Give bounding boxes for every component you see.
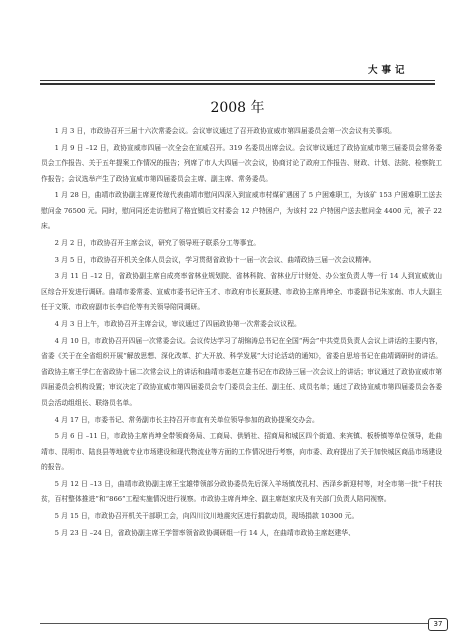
section-header-label: 大事记 (368, 65, 409, 76)
page-number: 37 (428, 618, 448, 631)
page-title: 2008 年 (210, 100, 265, 116)
paragraph: 2 月 2 日，市政协召开主席会议，研究了领导班子联系分工等事宜。 (54, 239, 261, 248)
paragraph: 3 月 5 日，市政协召开机关全体人员会议，学习贯彻省政协十一届一次会议、曲靖政协三届一次会议精神。 (54, 255, 376, 264)
paragraph: 1 月 28 日，曲靖市政协副主席夏传琼代表曲靖市慰问四深入到宣威市村煤矿遇困了 5 户困难职工，为该矿 153 户困难职工送去慰问金 76500 元。同时，慰问同还走访慰问了格宜镇后文村委会 12 户特困户，为该村 22 户特困户送去慰问金 4400 元，被子 22 床。 (41, 191, 442, 231)
paragraph: 5 月 12 日 –13 日，曲靖市政协副主席王宝雄带领部分政协委员先后深入羊场镇茂孔村、西泽乡新迎村等，对全市第一批“千村扶贫，百村整体推进”和“866”工程实施情况进行视察。市政协主席肖坤全、副主席赵家庆及有关部门负责人陪同视察。 (41, 479, 442, 504)
paragraph: 3 月 11 日 –12 日，省政协副主席自成亮率省林业规划院、省林科院、省林业厅计财处、办公室负责人等一行 14 人到宣威就山区综合开发进行调研。曲靖市委常委、宣威市委书记许玉才、市政府市长夏跃建、市政协主席肖坤全、市委副书记朱家南、市人大副主任于文策、市政府副市长李启伦等有关领导陪同调研。 (41, 272, 443, 312)
header-rule-thin (40, 80, 435, 81)
paragraph: 1 月 3 日，市政协召开三届十六次常委会议。会议审议通过了召开政协宣威市第四届委员会第一次会议有关事项。 (54, 127, 396, 135)
body-text (41, 124, 442, 542)
footer-rule (40, 623, 428, 624)
paragraph: 5 月 6 日 –11 日，市政协主席肖坤全带领商务局、工商局、供销社、招商局和城区四个街道、来宾镇、板桥镇等单位领导，赴曲靖市、昆明市、陆良县等地就专业市场建设和现代物流业等方面的工作情况进行考察，向市委、政府提出了关于加快城区商品市场建设的报告。 (41, 432, 443, 472)
paragraph: 1 月 9 日 –12 日，政协宣威市四届一次全会在宣威召开。319 名委员出席会议。会议审议通过了政协宣威市第三届委员会常务委员会工作报告、关于五年提案工作情况的报告；列席了市人大四届一次会议，协商讨论了政府工作报告、财政、计划、法院、检察院工作报告；会议选举产生了政协宣威市第四届委员会主席、副主席、常务委员。 (41, 143, 443, 183)
paragraph: 4 月 17 日，市委书记、常务副市长主持召开市直有关单位领导参加的政协提案交办会。 (54, 415, 319, 424)
paragraph: 5 月 15 日，市政协召开机关干部职工会，向四川汶川地震灾区进行捐款动员，现场捐款 10300 元。 (54, 512, 359, 521)
paragraph: 4 月 10 日，市政协召开四届一次常委会议。会议传达学习了胡锦涛总书记在全国“两会”中共党员负责人会议上讲话的主要内容，省委《关于在全省组织开展“解放思想、深化改革、扩大开放、科学发展”大讨论活动的通知》，省委自思培书记在曲靖调研时的讲话。省政协主席王学仁在省政协十届二次常会议上的讲话和曲靖市委赵立雄书记在市政协三届一次会议上的讲话；审议通过了政协宣威市第四届委员会机构设置；审议决定了政协宣威市第四届委员会专门委员会主任、副主任、成员名单；通过了政协宣威市第四届委员会各委员会活动组组长、联络员名单。 (41, 336, 443, 407)
header-rule-thick (40, 83, 435, 85)
paragraph: 5 月 23 日 –24 日，省政协副主席王学智率领省政协调研组一行 14 人，在曲靖市政协主席赵建华、 (54, 528, 355, 537)
paragraph: 4 月 3 日上午，市政协召开主席会议，审议通过了四届政协第一次常委会议议程。 (54, 320, 301, 329)
